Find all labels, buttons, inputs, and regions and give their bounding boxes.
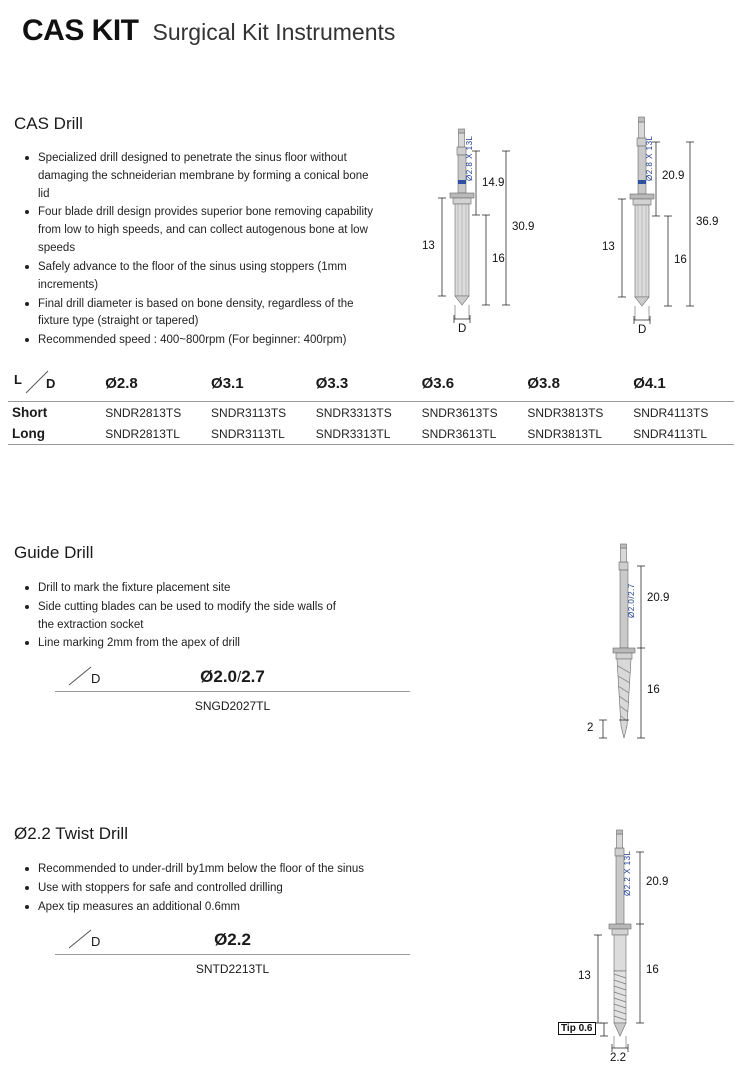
product-code: SNDR3813TS [527, 405, 604, 420]
section-title-twist-drill: Ø2.2 Twist Drill [14, 824, 128, 843]
list-item: Drill to mark the fixture placement site [24, 580, 354, 598]
dim-diameter: 2.2 [610, 1052, 626, 1064]
product-code: SNDR3313TS [315, 405, 392, 420]
brand-title: CAS KIT [22, 14, 139, 47]
twist-drill-bullets [24, 861, 394, 917]
dim-upper: 20.9 [662, 170, 685, 182]
product-code: SNDR3613TL [421, 426, 497, 441]
page-header [22, 14, 395, 48]
section-title-guide-drill: Guide Drill [14, 543, 94, 562]
table-header-row [55, 662, 410, 692]
row-label-short: Short [12, 405, 48, 420]
product-code: SNDR2813TS [105, 405, 182, 420]
dim-tip: Tip 0.6 [558, 1022, 596, 1035]
dim-upper: 14.9 [482, 177, 505, 189]
axis-label-d: D [91, 671, 101, 686]
diameter-primary: Ø2.0 [200, 667, 238, 686]
dim-apex: 2 [587, 722, 594, 734]
product-code: SNTD2213TL [195, 962, 270, 976]
guide-drill-marking: Ø2.0/2.7 [627, 583, 636, 618]
dim-working: 16 [492, 253, 505, 265]
list-item: Safely advance to the floor of the sinus using stoppers (1mm increments) [24, 259, 374, 295]
dim-stopper: 13 [422, 240, 435, 252]
col-header-diameter: Ø3.6 [421, 374, 455, 392]
diameter-value: Ø2.2 [214, 930, 251, 949]
list-item: Recommended to under-drill by1mm below the floor of the sinus [24, 861, 394, 879]
product-code: SNDR3113TS [211, 405, 287, 420]
cas-drill-short-figure [420, 125, 550, 340]
dim-diameter: D [638, 324, 647, 336]
product-code: SNDR4113TS [633, 405, 709, 420]
col-header-diameter: Ø3.3 [315, 374, 349, 392]
list-item: Four blade drill design provides superior bone removing capability from low to high speeds, and can collect autogenous bone at low speeds [24, 204, 374, 257]
list-item: Line marking 2mm from the apex of drill [24, 635, 354, 653]
cas-drill-long-figure [600, 108, 730, 343]
diameter-separator: / [237, 669, 242, 686]
list-item: Specialized drill designed to penetrate the sinus floor without damaging the schneiderian membrane by forming a conical bone lid [24, 150, 374, 203]
product-code: SNDR4113TL [633, 426, 708, 441]
cas-drill-long-marking: Ø2.8 X 13L [645, 135, 654, 181]
product-code: SNDR3113TL [211, 426, 285, 441]
dim-stopper: 13 [578, 970, 591, 982]
dim-total: 30.9 [512, 221, 535, 233]
product-code: SNDR2813TL [105, 426, 180, 441]
product-code: SNDR3313TL [315, 426, 391, 441]
cas-drill-table [8, 368, 734, 445]
dim-upper: 20.9 [647, 592, 670, 604]
col-header-diameter: Ø3.1 [211, 374, 244, 392]
dim-working: 16 [647, 684, 660, 696]
guide-drill-svg [575, 540, 715, 765]
dim-diameter: D [458, 323, 467, 335]
dim-total: 36.9 [696, 216, 719, 228]
table-header-row [55, 925, 410, 955]
guide-drill-bullets [24, 580, 354, 654]
ld-corner-cell [8, 368, 101, 402]
row-label-long: Long [12, 426, 45, 441]
table-row [8, 402, 734, 424]
dim-stopper: 13 [602, 241, 615, 253]
guide-drill-table [55, 662, 410, 713]
twist-drill-marking: Ø2.2 X 13L [623, 850, 632, 896]
cas-drill-short-marking: Ø2.8 X 13L [465, 135, 474, 181]
table-row [8, 423, 734, 445]
section-title-cas-drill: CAS Drill [14, 114, 83, 133]
twist-drill-figure [548, 826, 708, 1066]
list-item: Side cutting blades can be used to modify the side walls of the extraction socket [24, 599, 354, 635]
list-item: Apex tip measures an additional 0.6mm [24, 899, 394, 917]
product-code: SNDR3813TL [527, 426, 603, 441]
list-item: Recommended speed : 400~800rpm (For beginner: 400rpm) [24, 332, 374, 350]
col-header-diameter: Ø2.8 [105, 374, 138, 392]
dim-working: 16 [646, 964, 659, 976]
dim-working: 16 [674, 254, 687, 266]
col-header-diameter: Ø3.8 [527, 374, 560, 392]
twist-drill-table [55, 925, 410, 976]
table-header-row [8, 368, 734, 402]
list-item: Use with stoppers for safe and controlled drilling [24, 880, 394, 898]
col-header-diameter: Ø4.1 [633, 374, 666, 392]
list-item: Final drill diameter is based on bone density, regardless of the fixture type (straight or tapered) [24, 296, 374, 332]
page-subtitle: Surgical Kit Instruments [152, 19, 396, 45]
diameter-secondary: 2.7 [241, 667, 265, 686]
product-code: SNGD2027TL [194, 699, 271, 713]
guide-drill-figure [575, 540, 715, 765]
axis-label-l: L [14, 372, 22, 387]
diameter-value [55, 667, 410, 687]
axis-label-d: D [46, 376, 56, 391]
cas-drill-bullets [24, 150, 374, 351]
axis-label-d: D [91, 934, 101, 949]
dim-upper: 20.9 [646, 876, 669, 888]
product-code: SNDR3613TS [421, 405, 498, 420]
